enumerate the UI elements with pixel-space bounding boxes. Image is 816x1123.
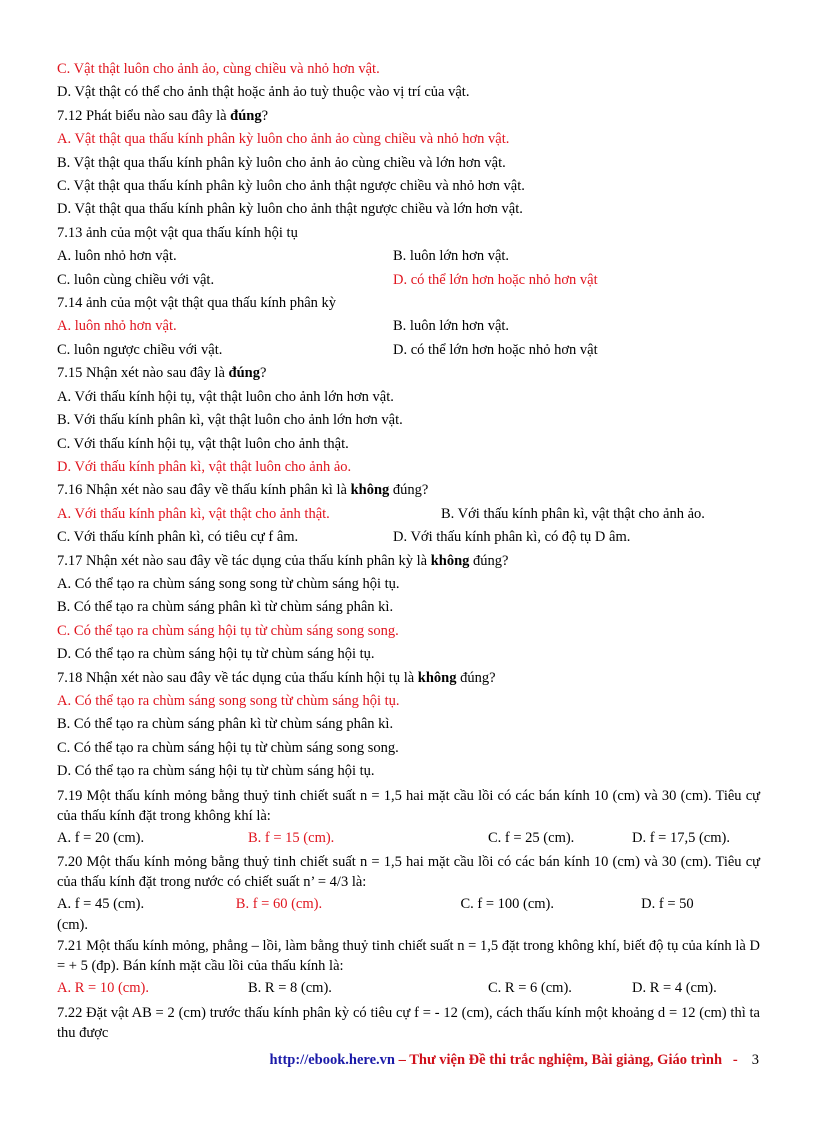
option-c: C. luôn ngược chiều với vật.	[57, 341, 223, 358]
question-emphasis: đúng	[230, 107, 262, 124]
options-row	[57, 339, 760, 362]
option-c: C. f = 100 (cm).	[460, 896, 555, 912]
options-row	[57, 315, 760, 338]
option-c: C. Có thể tạo ra chùm sáng hội tụ từ chùm sáng song song.	[57, 622, 399, 639]
option-d: D. có thể lớn hơn hoặc nhỏ hơn vật	[393, 271, 598, 288]
option-b: B. R = 8 (cm).	[248, 980, 332, 997]
question-text: 7.18 Nhận xét nào sau đây về tác dụng của thấu kính hội tụ là	[57, 669, 418, 686]
question-text: 7.17 Nhận xét nào sau đây về tác dụng của thấu kính phân kỳ là	[57, 552, 431, 569]
option-d: D. Có thể tạo ra chùm sáng hội tụ từ chùm sáng hội tụ.	[57, 646, 375, 663]
question-text: đúng?	[469, 552, 509, 569]
question-text: đúng?	[456, 669, 496, 686]
question-7-13: 7.13 ảnh của một vật qua thấu kính hội tụ	[57, 224, 298, 241]
option-b: B. luôn lớn hơn vật.	[393, 318, 510, 335]
option-c: C. Có thể tạo ra chùm sáng hội tụ từ chùm sáng song song.	[57, 739, 399, 756]
options-row	[57, 893, 760, 916]
options-row	[57, 245, 760, 268]
option-b: B. Với thấu kính phân kì, vật thật cho ảnh ảo.	[441, 505, 705, 522]
footer-library-name: Thư viện Đề thi trắc nghiệm, Bài giảng, Giáo trình	[409, 1052, 723, 1068]
question-text: 7.15 Nhận xét nào sau đây là	[57, 365, 229, 382]
option-a: A. f = 20 (cm).	[57, 829, 145, 846]
option-a: A. luôn nhỏ hơn vật.	[57, 248, 177, 265]
question-text: ?	[261, 107, 269, 124]
option-d: D. f = 17,5 (cm).	[632, 829, 730, 846]
question-7-15	[57, 362, 760, 385]
question-7-18	[57, 667, 760, 690]
options-row	[57, 827, 760, 850]
question-text: ?	[260, 365, 267, 382]
question-7-20: 7.20 Một thấu kính mỏng bằng thuỷ tinh chiết suất n = 1,5 hai mặt cầu lồi có các bán kính 10 (cm) và 30 (cm). Tiêu cự của thấu kính đặt trong nước có chiết suất n’ = 4/3 là:	[57, 854, 760, 890]
question-7-19: 7.19 Một thấu kính mỏng bằng thuỷ tinh chiết suất n = 1,5 hai mặt cầu lồi có các bán kính 10 (cm) và 30 (cm). Tiêu cự của thấu kính đặt trong không khí là:	[57, 787, 760, 824]
options-row	[57, 977, 760, 1000]
option-b: B. luôn lớn hơn vật.	[393, 248, 510, 265]
option-c: C. Vật thật qua thấu kính phân kỳ luôn cho ảnh thật ngược chiều và nhỏ hơn vật.	[57, 178, 525, 195]
option-c: C. R = 6 (cm).	[488, 980, 572, 997]
option-c: C. Với thấu kính hội tụ, vật thật luôn cho ảnh thật.	[57, 435, 349, 452]
option-a: A. Có thể tạo ra chùm sáng song song từ chùm sáng hội tụ.	[57, 692, 400, 709]
option-b: B. Có thể tạo ra chùm sáng phân kì từ chùm sáng phân kì.	[57, 599, 394, 616]
option-a: A. R = 10 (cm).	[57, 980, 149, 997]
question-7-17	[57, 550, 760, 573]
option-a: A. luôn nhỏ hơn vật.	[57, 318, 177, 335]
document-page	[57, 58, 760, 1044]
option-c: C. f = 25 (cm).	[488, 829, 575, 846]
option-d-part: =	[667, 896, 676, 912]
question-7-14: 7.14 ảnh của một vật thật qua thấu kính phân kỳ	[57, 295, 337, 312]
question-text: 7.12 Phát biểu nào sau đây là	[57, 107, 231, 124]
question-emphasis: không	[417, 669, 457, 686]
option-c: C. luôn cùng chiều với vật.	[57, 271, 215, 288]
option-d	[641, 893, 760, 916]
option-b: B. Vật thật qua thấu kính phân kỳ luôn cho ảnh ảo cùng chiều và lớn hơn vật.	[57, 154, 506, 171]
question-7-21: 7.21 Một thấu kính mỏng, phẳng – lồi, làm bằng thuỷ tinh chiết suất n = 1,5 đặt trong không khí, biết độ tụ của kính là D = + 5 (đp). Bán kính mặt cầu lồi của thấu kính là:	[57, 938, 760, 975]
options-row	[57, 503, 760, 526]
question-emphasis: đúng	[228, 365, 260, 382]
answer-line: C. Vật thật luôn cho ảnh ảo, cùng chiều và nhỏ hơn vật.	[57, 61, 380, 77]
option-a: A. Với thấu kính hội tụ, vật thật luôn cho ảnh lớn hơn vật.	[57, 388, 394, 405]
option-a: A. Với thấu kính phân kì, vật thật cho ảnh thật.	[57, 505, 330, 522]
footer-link[interactable]: http://ebook.here.vn	[269, 1052, 395, 1068]
question-7-16	[57, 479, 760, 502]
option-d: D. Có thể tạo ra chùm sáng hội tụ từ chùm sáng hội tụ.	[57, 763, 375, 780]
option-b: B. f = 60 (cm).	[235, 896, 323, 912]
option-d: D. R = 4 (cm).	[632, 980, 717, 997]
footer-dash: –	[394, 1052, 410, 1068]
question-emphasis: không	[430, 552, 470, 569]
option-a: A. Có thể tạo ra chùm sáng song song từ chùm sáng hội tụ.	[57, 575, 400, 592]
options-row	[57, 526, 760, 549]
option-d: D. Với thấu kính phân kì, vật thật luôn cho ảnh ảo.	[57, 458, 352, 475]
question-7-12	[57, 105, 760, 128]
footer-separator: -	[722, 1052, 738, 1068]
option-c: C. Với thấu kính phân kì, có tiêu cự f âm.	[57, 529, 299, 546]
option-b: B. Có thể tạo ra chùm sáng phân kì từ chùm sáng phân kì.	[57, 716, 394, 733]
option-a: A. Vật thật qua thấu kính phân kỳ luôn cho ảnh ảo cùng chiều và nhỏ hơn vật.	[57, 131, 510, 148]
option-a: A. f = 45 (cm).	[57, 896, 145, 912]
question-emphasis: không	[350, 482, 390, 499]
options-row	[57, 269, 760, 292]
option-d: D. Với thấu kính phân kì, có độ tụ D âm.	[393, 529, 631, 546]
answer-line: D. Vật thật có thể cho ảnh thật hoặc ảnh ảo tuỳ thuộc vào vị trí của vật.	[57, 84, 470, 101]
option-d-part: f	[658, 896, 664, 912]
option-d-label: D.	[641, 896, 656, 912]
option-b: B. f = 15 (cm).	[248, 829, 335, 846]
option-d: D. có thể lớn hơn hoặc nhỏ hơn vật	[393, 341, 598, 358]
option-d-continuation: (cm).	[57, 917, 88, 934]
option-d: D. Vật thật qua thấu kính phân kỳ luôn cho ảnh thật ngược chiều và lớn hơn vật.	[57, 201, 523, 218]
question-text: 7.16 Nhận xét nào sau đây về thấu kính phân kì là	[57, 482, 351, 499]
page-footer	[270, 1052, 759, 1069]
page-number: 3	[751, 1052, 759, 1068]
option-b: B. Với thấu kính phân kì, vật thật luôn cho ảnh lớn hơn vật.	[57, 412, 403, 429]
option-d-part: 50	[679, 896, 694, 912]
question-7-22: 7.22 Đặt vật AB = 2 (cm) trước thấu kính phân kỳ có tiêu cự f = - 12 (cm), cách thấu kính một khoảng d = 12 (cm) thì ta thu được	[57, 1004, 760, 1041]
question-text: đúng?	[389, 482, 429, 499]
